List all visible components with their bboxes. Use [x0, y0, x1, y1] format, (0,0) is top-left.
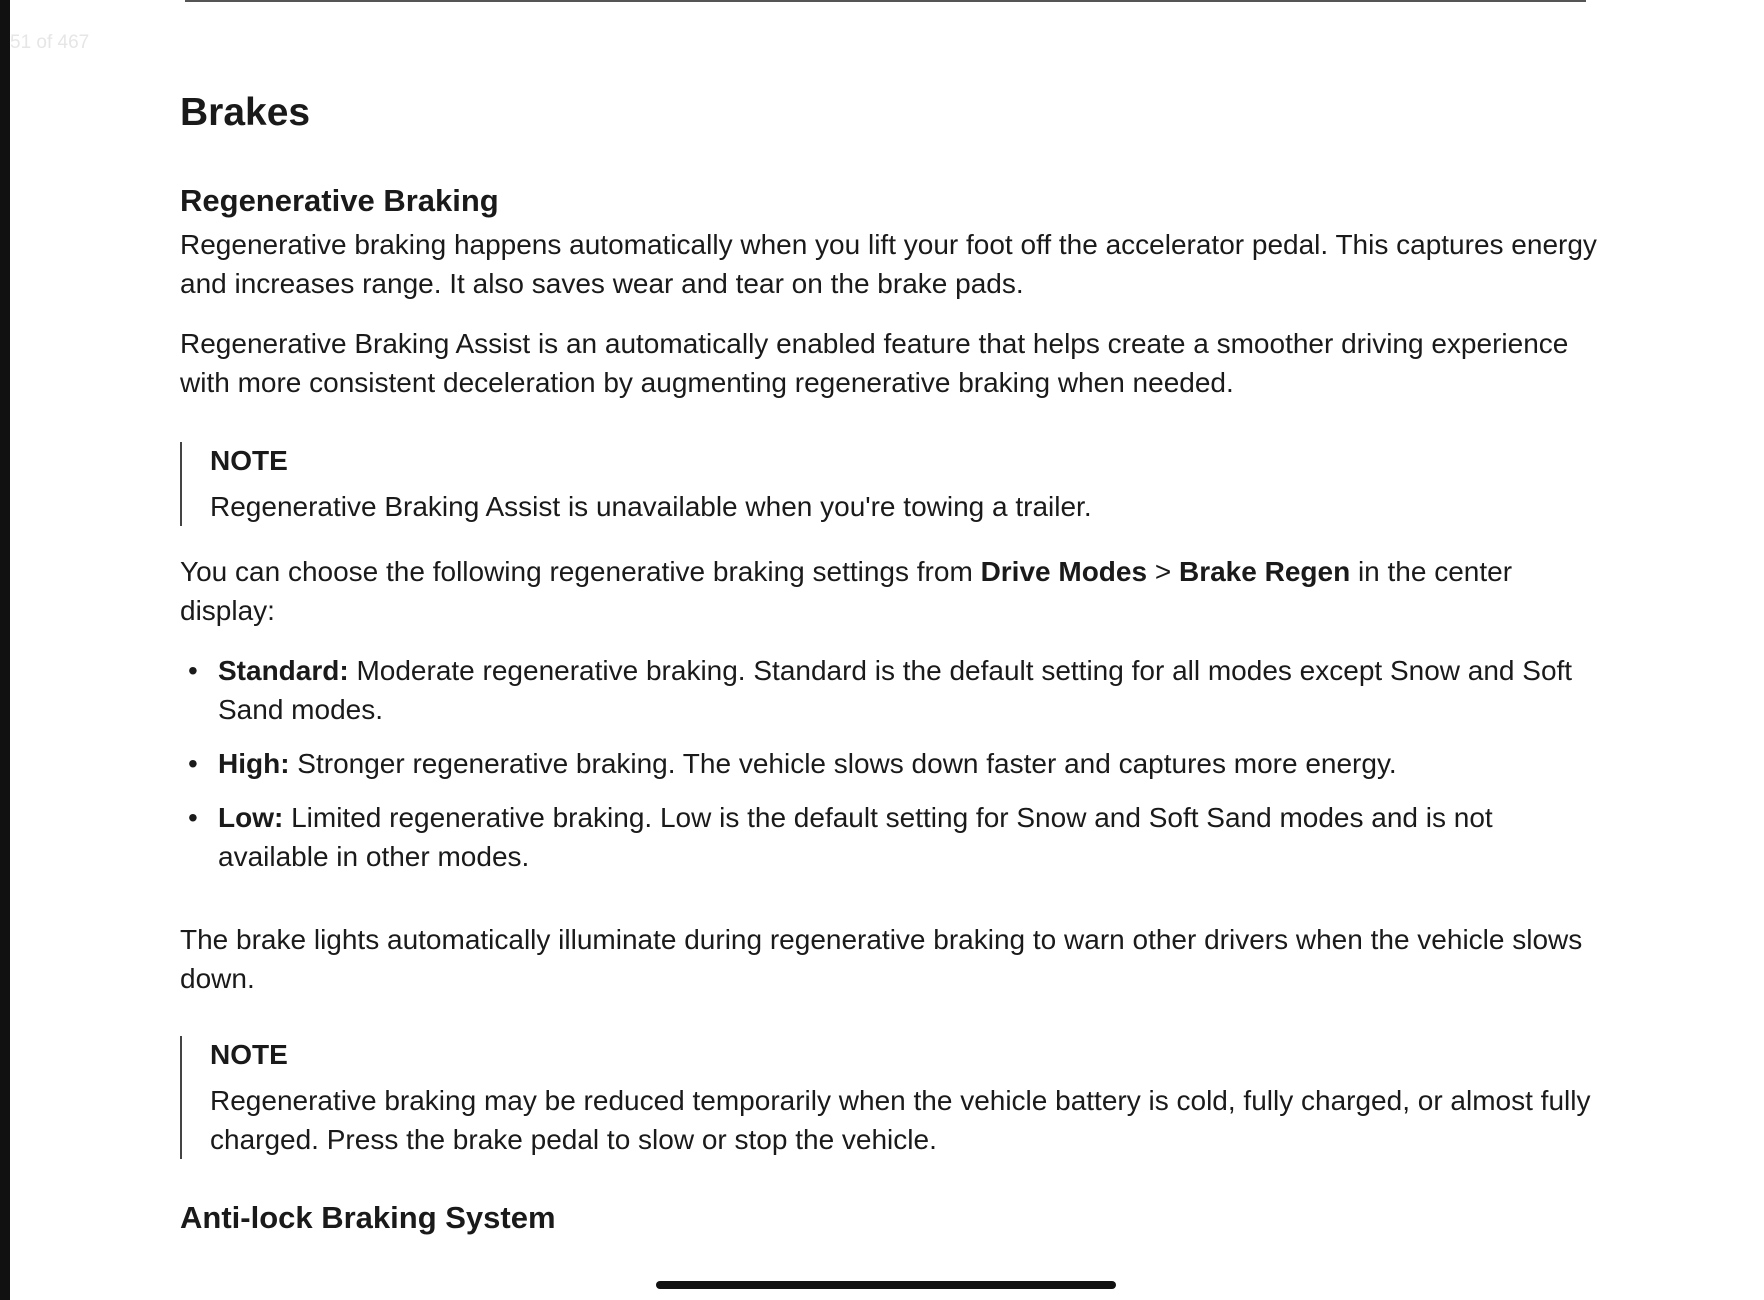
settings-intro-text: You can choose the following regenerative braking settings from [180, 555, 981, 587]
bullet-icon: • [188, 747, 198, 779]
bullet-icon: • [188, 654, 198, 686]
screen-bezel [0, 0, 10, 1300]
page-title: Brakes [180, 91, 311, 134]
list-item-low [180, 798, 1600, 876]
note-towing [180, 442, 1600, 526]
paragraph-regen-assist: Regenerative Braking Assist is an automatically enabled feature that helps create a smoother driving experience with more consistent deceleration by augmenting regenerative braking when needed. [180, 327, 1569, 398]
note-text: Regenerative braking may be reduced temporarily when the vehicle battery is cold, fully charged, or almost fully charged. Press the brake pedal to slow or stop the vehicle. [210, 1084, 1591, 1155]
section-heading-anti-lock-braking: Anti-lock Braking System [180, 1199, 556, 1235]
paragraph-settings-intro [180, 552, 1600, 630]
section-heading-regenerative-braking: Regenerative Braking [180, 182, 499, 218]
mode-description: Stronger regenerative braking. The vehicle slows down faster and captures more energy. [289, 747, 1397, 779]
settings-intro-tail: in the center display: [180, 555, 1513, 626]
note-label: NOTE [210, 444, 288, 476]
regen-modes-list [180, 651, 1600, 876]
list-item-high [180, 744, 1600, 783]
list-item-standard [180, 651, 1600, 729]
mode-name: High: [218, 747, 290, 779]
document-content[interactable] [180, 90, 1600, 1242]
menu-drive-modes: Drive Modes [980, 555, 1148, 587]
home-indicator[interactable] [656, 1281, 1116, 1289]
note-label: NOTE [210, 1038, 288, 1070]
mode-description: Moderate regenerative braking. Standard is the default setting for all modes except Snow and Soft Sand modes. [218, 654, 1573, 725]
mode-description: Limited regenerative braking. Low is the default setting for Snow and Soft Sand modes and is not available in other modes. [218, 801, 1493, 872]
menu-brake-regen: Brake Regen [1178, 555, 1351, 587]
menu-separator: > [1147, 555, 1179, 587]
page-counter: 51 of 467 [10, 32, 90, 53]
mode-name: Low: [218, 801, 284, 833]
paragraph-brake-lights: The brake lights automatically illuminate during regenerative braking to warn other drivers when the vehicle slows down. [180, 923, 1583, 994]
paragraph-regen-intro: Regenerative braking happens automatically when you lift your foot off the accelerator pedal. This captures energy and increases range. It also saves wear and tear on the brake pads. [180, 228, 1597, 299]
bullet-icon: • [188, 801, 198, 833]
note-battery [180, 1036, 1600, 1159]
mode-name: Standard: [218, 654, 349, 686]
note-text: Regenerative Braking Assist is unavailable when you're towing a trailer. [210, 490, 1092, 522]
top-divider [185, 0, 1586, 2]
